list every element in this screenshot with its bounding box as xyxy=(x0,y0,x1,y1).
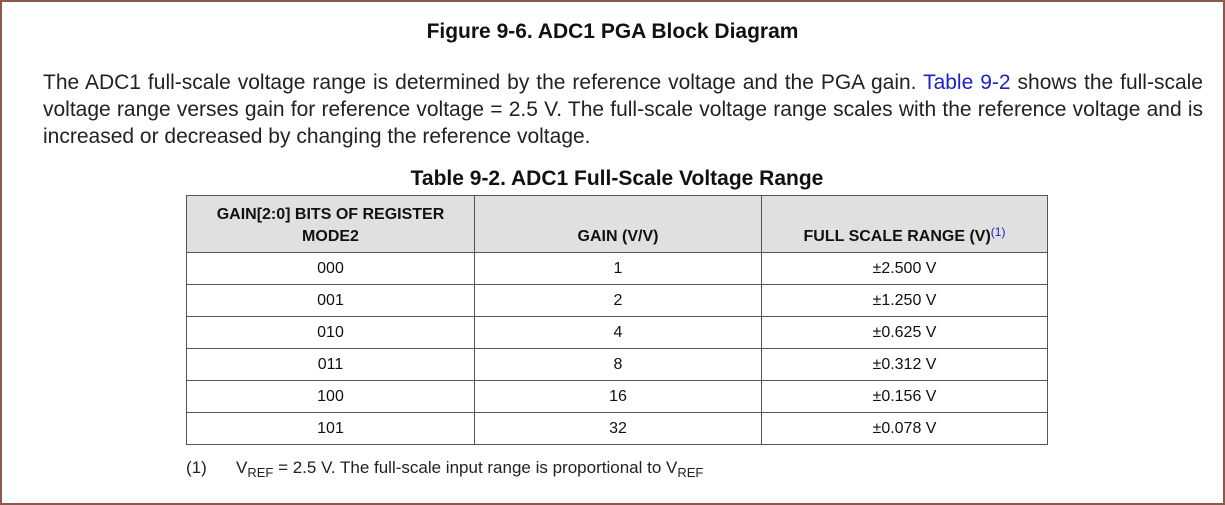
table-footnote xyxy=(186,458,703,480)
footnote-v: V xyxy=(236,458,248,477)
cell-gain-bits: 000 xyxy=(187,253,475,285)
cell-gain: 1 xyxy=(475,253,762,285)
cell-full-scale-range: ±2.500 V xyxy=(762,253,1048,285)
cell-gain: 8 xyxy=(475,349,762,381)
footnote-sub-ref-2: REF xyxy=(677,465,704,480)
header-gain-bits xyxy=(187,196,475,253)
table-header-row xyxy=(187,196,1048,253)
cell-full-scale-range: ±0.078 V xyxy=(762,413,1048,445)
cell-full-scale-range: ±1.250 V xyxy=(762,285,1048,317)
footnote-number: (1) xyxy=(186,458,207,477)
paragraph-text-2: shows the full-scale voltage range verses gain for reference voltage = 2.5 V. The full-scale voltage range scales with the reference voltage and is increased or decreased by changing the reference voltage. xyxy=(43,71,1203,148)
figure-caption: Figure 9-6. ADC1 PGA Block Diagram xyxy=(426,20,799,43)
cell-gain-bits: 010 xyxy=(187,317,475,349)
cell-gain: 32 xyxy=(475,413,762,445)
footnote-ref-link[interactable]: (1) xyxy=(990,225,1006,239)
paragraph-text-1: The ADC1 full-scale voltage range is determined by the reference voltage and the PGA gain. xyxy=(43,71,924,94)
body-paragraph xyxy=(43,69,1203,150)
header-gain: GAIN (V/V) xyxy=(475,196,762,253)
table-link[interactable]: Table 9-2 xyxy=(923,71,1011,94)
header-gain-bits-line2: MODE2 xyxy=(302,228,359,245)
cell-gain-bits: 011 xyxy=(187,349,475,381)
cell-gain-bits: 100 xyxy=(187,381,475,413)
table-row xyxy=(187,253,1048,285)
header-gain-bits-line1: GAIN[2:0] BITS OF REGISTER xyxy=(216,206,445,223)
footnote-sub-ref-1: REF xyxy=(247,465,274,480)
voltage-range-table xyxy=(186,195,1048,445)
cell-full-scale-range: ±0.312 V xyxy=(762,349,1048,381)
cell-gain-bits: 101 xyxy=(187,413,475,445)
table-row xyxy=(187,285,1048,317)
header-full-scale-range-label: FULL SCALE RANGE (V) xyxy=(803,228,991,245)
header-full-scale-range xyxy=(762,196,1048,253)
cell-full-scale-range: ±0.625 V xyxy=(762,317,1048,349)
cell-full-scale-range: ±0.156 V xyxy=(762,381,1048,413)
cell-gain: 4 xyxy=(475,317,762,349)
cell-gain: 16 xyxy=(475,381,762,413)
table-caption: Table 9-2. ADC1 Full-Scale Voltage Range xyxy=(410,167,824,190)
cell-gain-bits: 001 xyxy=(187,285,475,317)
table-row xyxy=(187,349,1048,381)
table-row xyxy=(187,317,1048,349)
footnote-text: = 2.5 V. The full-scale input range is proportional to V xyxy=(273,458,678,477)
table-row xyxy=(187,413,1048,445)
table-row xyxy=(187,381,1048,413)
cell-gain: 2 xyxy=(475,285,762,317)
